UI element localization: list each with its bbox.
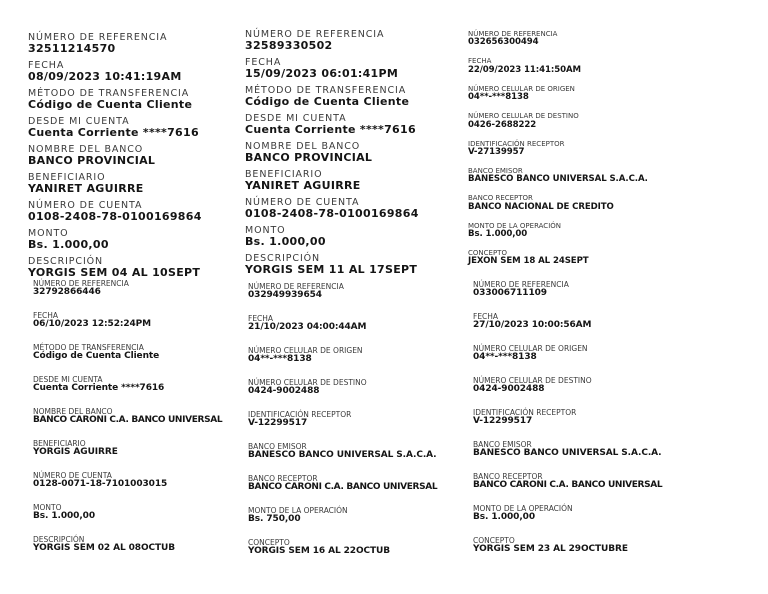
field-label: NÚMERO DE REFERENCIA [468,30,558,38]
field-label: BANCO RECEPTOR [473,472,543,481]
field-value: BANESCO BANCO UNIVERSAL S.A.C.A. [473,447,662,458]
field-amount [33,504,245,536]
field-from-account [33,376,245,408]
field-value: Bs. 1.000,00 [245,234,326,248]
field-account-number [33,472,245,504]
field-account-number [245,198,455,226]
field-reference-number [245,30,455,58]
field-value: BANESCO BANCO UNIVERSAL S.A.C.A. [248,449,437,460]
field-operation-amount [248,507,463,539]
receipt-6 [473,281,703,569]
field-receiver-id [248,411,463,443]
field-label: MÉTODO DE TRANSFERENCIA [245,85,407,96]
field-label: NÚMERO DE REFERENCIA [33,279,129,288]
field-label: IDENTIFICACIÓN RECEPTOR [248,410,352,419]
field-receiver-id [473,409,703,441]
field-destination-phone [468,113,683,140]
field-value: 032656300494 [468,37,539,48]
field-value: Código de Cuenta Cliente [245,94,410,108]
field-beneficiary [33,440,245,472]
field-label: NOMBRE DEL BANCO [28,144,144,155]
field-label: DESCRIPCIÓN [28,256,104,267]
field-value: YORGIS SEM 16 AL 22OCTUB [248,545,391,556]
field-value: 032949939654 [248,289,322,300]
receipt-3 [468,31,683,278]
field-date [248,315,463,347]
field-value: YANIRET AGUIRRE [245,178,361,192]
field-value: YORGIS SEM 02 AL 08OCTUB [33,542,176,553]
field-label: NÚMERO DE REFERENCIA [245,29,385,40]
field-label: BENEFICIARIO [245,169,323,180]
field-reference-number [248,283,463,315]
field-value: 0108-2408-78-0100169864 [28,209,202,223]
field-concept [468,250,683,277]
field-label: NÚMERO DE REFERENCIA [248,282,344,291]
field-beneficiary [245,170,455,198]
field-issuing-bank [248,443,463,475]
field-value: BANESCO BANCO UNIVERSAL S.A.C.A. [468,174,648,185]
field-reference-number [28,33,238,61]
receipt-5 [248,283,463,571]
field-label: MONTO DE LA OPERACIÓN [248,506,348,515]
field-date [33,312,245,344]
receipt-1 [28,33,238,285]
field-issuing-bank [473,441,703,473]
field-value: 22/09/2023 11:41:50AM [468,64,581,75]
field-label: MONTO [28,228,69,239]
field-label: MONTO [245,225,286,236]
field-value: V-12299517 [473,415,533,426]
field-value: Bs. 1.000,00 [33,510,95,521]
field-label: CONCEPTO [248,538,290,547]
field-label: BANCO EMISOR [248,442,307,451]
field-bank-name [33,408,245,440]
field-label: NÚMERO CELULAR DE DESTINO [468,112,579,121]
field-label: FECHA [473,312,499,321]
field-label: NÚMERO DE CUENTA [28,200,143,211]
field-value: Cuenta Corriente ****7616 [28,125,199,139]
field-origin-phone [473,345,703,377]
field-operation-amount [473,505,703,537]
field-concept [248,539,463,571]
field-label: DESCRIPCIÓN [245,253,321,264]
field-value: V-12299517 [248,417,308,428]
field-receiving-bank [468,195,683,222]
field-value: YORGIS SEM 23 AL 29OCTUBRE [473,543,628,554]
field-transfer-method [245,86,455,114]
field-origin-phone [468,86,683,113]
field-value: Bs. 1.000,00 [28,237,109,251]
field-label: MONTO DE LA OPERACIÓN [473,504,573,513]
field-label: NÚMERO CELULAR DE DESTINO [248,378,367,387]
field-label: BENEFICIARIO [33,439,86,448]
field-date [468,58,683,85]
field-bank-name [28,145,238,173]
receipt-2 [245,30,455,282]
field-label: BANCO EMISOR [473,440,532,449]
field-label: DESDE MI CUENTA [28,116,130,127]
field-value: 32511214570 [28,41,116,55]
field-value: 0426-2688222 [468,119,537,130]
field-label: MONTO [33,503,62,512]
field-concept [473,537,703,569]
field-value: BANCO PROVINCIAL [245,150,373,164]
field-value: YORGIS SEM 11 AL 17SEPT [245,262,418,276]
field-value: 27/10/2023 10:00:56AM [473,319,592,330]
field-value: Cuenta Corriente ****7616 [245,122,416,136]
field-value: 0128-0071-18-7101003015 [33,478,168,489]
field-label: DESDE MI CUENTA [33,375,103,384]
field-receiving-bank [248,475,463,507]
field-label: BANCO EMISOR [468,166,523,175]
field-value: 21/10/2023 04:00:44AM [248,321,367,332]
field-date [245,58,455,86]
field-label: NÚMERO CELULAR DE ORIGEN [468,84,575,93]
field-from-account [245,114,455,142]
field-beneficiary [28,173,238,201]
field-value: 32792866446 [33,286,101,297]
field-reference-number [33,280,245,312]
field-value: 033006711109 [473,287,547,298]
field-reference-number [473,281,703,313]
field-bank-name [245,142,455,170]
field-value: Código de Cuenta Cliente [33,350,160,361]
field-receiver-id [468,141,683,168]
field-value: YORGIS SEM 04 AL 10SEPT [28,265,201,279]
field-description [33,536,245,568]
field-value: 0424-9002488 [248,385,320,396]
field-value: YORGIS AGUIRRE [33,446,118,457]
field-receiving-bank [473,473,703,505]
field-amount [28,229,238,257]
field-label: CONCEPTO [473,536,515,545]
field-value: Cuenta Corriente ****7616 [33,382,165,393]
field-label: IDENTIFICACIÓN RECEPTOR [473,408,577,417]
field-destination-phone [473,377,703,409]
field-value: 32589330502 [245,38,333,52]
field-label: FECHA [245,57,282,68]
field-label: FECHA [468,57,492,66]
field-label: MÉTODO DE TRANSFERENCIA [33,343,144,352]
field-value: 04**-***8138 [468,92,529,103]
field-value: JEXON SEM 18 AL 24SEPT [468,256,589,267]
field-destination-phone [248,379,463,411]
field-label: NÚMERO DE CUENTA [33,471,112,480]
field-issuing-bank [468,168,683,195]
field-value: 0108-2408-78-0100169864 [245,206,419,220]
field-from-account [28,117,238,145]
field-amount [245,226,455,254]
field-date [473,313,703,345]
field-value: BANCO PROVINCIAL [28,153,156,167]
field-label: MONTO DE LA OPERACIÓN [468,221,562,230]
field-label: IDENTIFICACIÓN RECEPTOR [468,139,565,148]
field-value: 04**-***8138 [473,351,537,362]
field-label: NÚMERO CELULAR DE ORIGEN [473,344,588,353]
field-label: NÚMERO DE CUENTA [245,197,360,208]
field-value: BANCO CARONI C.A. BANCO UNIVERSAL [248,481,438,492]
field-value: Código de Cuenta Cliente [28,97,193,111]
field-label: DESCRIPCIÓN [33,535,85,544]
field-label: NÚMERO DE REFERENCIA [473,280,569,289]
receipt-4 [33,280,245,568]
field-transfer-method [33,344,245,376]
field-label: FECHA [28,60,65,71]
field-value: 08/09/2023 10:41:19AM [28,69,182,83]
field-date [28,61,238,89]
field-label: BANCO RECEPTOR [248,474,318,483]
field-label: NÚMERO CELULAR DE ORIGEN [248,346,363,355]
field-value: BANCO NACIONAL DE CREDITO [468,201,614,212]
field-value: 15/09/2023 06:01:41PM [245,66,399,80]
field-operation-amount [468,223,683,250]
field-label: NOMBRE DEL BANCO [245,141,361,152]
field-value: Bs. 750,00 [248,513,301,524]
field-origin-phone [248,347,463,379]
field-label: NOMBRE DEL BANCO [33,407,113,416]
field-reference-number [468,31,683,58]
field-value: BANCO CARONI C.A. BANCO UNIVERSAL [33,414,223,425]
field-description [245,254,455,282]
field-label: FECHA [33,311,59,320]
field-value: BANCO CARONI C.A. BANCO UNIVERSAL [473,479,663,490]
field-value: 04**-***8138 [248,353,312,364]
field-label: CONCEPTO [468,249,507,258]
field-value: 0424-9002488 [473,383,545,394]
field-account-number [28,201,238,229]
field-label: NÚMERO CELULAR DE DESTINO [473,376,592,385]
field-label: FECHA [248,314,274,323]
field-value: YANIRET AGUIRRE [28,181,144,195]
field-transfer-method [28,89,238,117]
field-value: Bs. 1.000,00 [468,229,528,240]
field-label: DESDE MI CUENTA [245,113,347,124]
field-value: Bs. 1.000,00 [473,511,535,522]
field-value: V-27139957 [468,146,525,157]
field-label: NÚMERO DE REFERENCIA [28,32,168,43]
field-label: BENEFICIARIO [28,172,106,183]
field-label: BANCO RECEPTOR [468,194,533,203]
field-value: 06/10/2023 12:52:24PM [33,318,152,329]
field-label: MÉTODO DE TRANSFERENCIA [28,88,190,99]
